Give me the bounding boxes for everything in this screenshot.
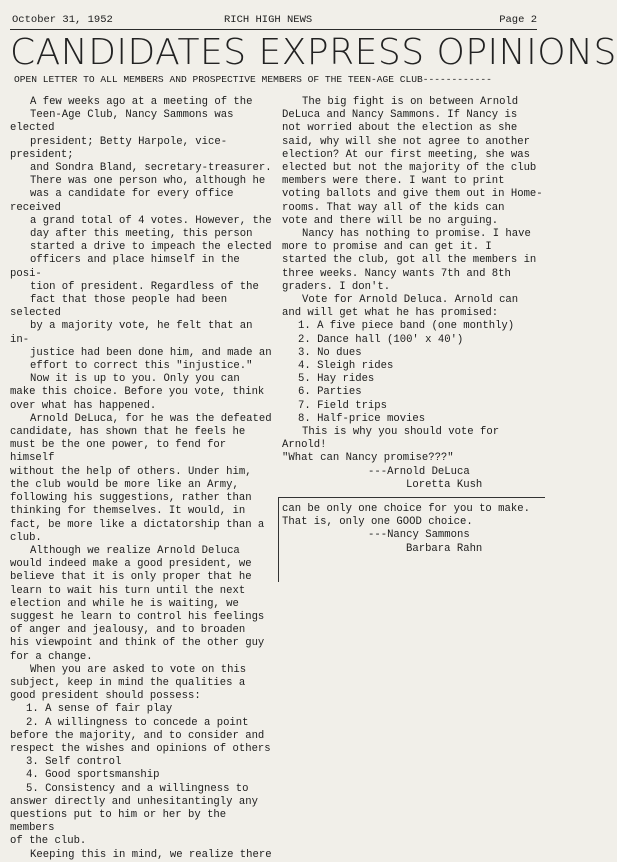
list-item: 6. Parties	[298, 386, 362, 399]
signature-line: ---Arnold DeLuca	[368, 465, 470, 478]
text-line: would indeed make a good president, we	[10, 558, 252, 571]
text-line: When you are asked to vote on this	[30, 663, 247, 676]
list-item: 4. Sleigh rides	[298, 360, 394, 373]
text-line: following his suggestions, rather than	[10, 492, 252, 505]
text-line: There was one person who, although he	[30, 175, 266, 188]
text-line: three weeks. Nancy wants 7th and 8th	[282, 267, 511, 280]
text-line: Vote for Arnold Deluca. Arnold can	[302, 294, 519, 307]
text-line: started the club, got all the members in	[282, 254, 537, 267]
text-line: vote and there will be no arguing.	[282, 214, 499, 227]
paragraph	[10, 413, 272, 545]
list-item: 1. A sense of fair play	[26, 703, 173, 716]
text-line: Although we realize Arnold Deluca	[30, 544, 240, 557]
headline: CANDIDATES EXPRESS OPINIONS	[10, 32, 617, 73]
text-line: questions put to him or her by the members	[10, 808, 227, 835]
promises-list	[282, 320, 544, 426]
text-line: suggest he learn to control his feelings	[10, 610, 265, 623]
text-line: Teen-Age Club, Nancy Sammons was elected	[10, 109, 234, 135]
text-line: learn to wait his turn until the next	[10, 584, 246, 597]
header-rule	[10, 29, 537, 30]
list-item: 5. Hay rides	[298, 373, 375, 386]
text-line: tion of president. Regardless of the	[30, 280, 259, 293]
paragraph	[282, 294, 544, 320]
text-line: must be the one power, to fend for himself	[10, 439, 227, 465]
text-line: A few weeks ago at a meeting of the	[30, 96, 253, 108]
text-line: a grand total of 4 votes. However, the	[30, 214, 272, 227]
text-line: Now it is up to you. Only you can	[30, 373, 240, 386]
list-item: 3. No dues	[298, 346, 362, 359]
list-item: 3. Self control	[26, 756, 122, 769]
text-line: of the club.	[10, 835, 87, 848]
text-line: election and while he is waiting, we	[10, 597, 239, 610]
text-line: Keeping this in mind, we realize there	[30, 848, 272, 861]
paragraph	[282, 96, 544, 228]
text-line: without the help of others. Under him,	[10, 465, 252, 478]
text-line: club.	[10, 531, 42, 544]
text-line: fact that those people had been selected	[10, 294, 228, 320]
list-item: 5. Consistency and a willingness to	[26, 782, 249, 795]
list-item: 1. A five piece band (one monthly)	[298, 320, 515, 333]
page-number: Page 2	[499, 14, 537, 26]
text-line: The big fight is on between Arnold	[302, 96, 519, 108]
text-line: started a drive to impeach the elected	[30, 241, 272, 254]
subhead: OPEN LETTER TO ALL MEMBERS AND PROSPECTIVE MEMBERS OF THE TEEN-AGE CLUB------------	[14, 74, 492, 85]
text-line: believe that it is only proper that he	[10, 571, 252, 584]
list-item: 2. A willingness to concede a point	[26, 716, 249, 729]
list-item: 2. Dance hall (100' x 40')	[298, 333, 464, 346]
left-column	[10, 96, 272, 862]
text-line: thinking for themselves. It would, in	[10, 505, 246, 518]
text-line: justice had been done him, and made an	[30, 346, 272, 359]
text-line: members were there. I want to print	[282, 175, 505, 188]
paragraph	[10, 373, 272, 413]
text-line: respect the wishes and opinions of others	[10, 742, 271, 755]
text-line: the club would be more like an Army,	[10, 478, 239, 491]
text-line: over what has happened.	[10, 399, 157, 412]
text-line: not worried about the election as she	[282, 122, 518, 135]
text-line: This is why you should vote for Arnold!	[282, 426, 500, 452]
text-line: effort to correct this "injustice."	[30, 360, 253, 373]
text-line: make this choice. Before you vote, think	[10, 386, 265, 399]
text-line: and Sondra Bland, secretary-treasurer.	[30, 162, 272, 175]
text-line: of anger and jealousy, and to broaden	[10, 624, 246, 637]
continuation-text	[282, 503, 544, 556]
text-line: election? At our first meeting, she was	[282, 148, 530, 161]
text-line: DeLuca and Nancy Sammons. If Nancy is	[282, 109, 518, 122]
text-line: by a majority vote, he felt that an in-	[10, 320, 253, 346]
text-line: That is, only one GOOD choice.	[282, 516, 473, 529]
signature-line: ---Nancy Sammons	[368, 529, 470, 542]
paragraph	[282, 228, 544, 294]
paragraph	[282, 426, 544, 466]
text-line: subject, keep in mind the qualities a	[10, 676, 246, 689]
text-line: candidate, has shown that he feels he	[10, 426, 246, 439]
list-item: 7. Field trips	[298, 399, 388, 412]
text-line: and will get what he has promised:	[282, 307, 499, 320]
list-item: 8. Half-price movies	[298, 412, 426, 425]
text-line: rooms. That way all of the kids can	[282, 201, 505, 214]
text-line: graders. I don't.	[282, 280, 391, 293]
text-line: voting ballots and give them out in Home-	[282, 188, 543, 201]
paragraph	[10, 664, 272, 704]
text-line: before the majority, and to consider and	[10, 729, 265, 742]
text-line: president; Betty Harpole, vice-president;	[10, 135, 228, 161]
text-line: for a change.	[10, 650, 93, 663]
paragraph	[10, 96, 272, 373]
text-line: was a candidate for every office received	[10, 188, 234, 214]
text-line: officers and place himself in the posi-	[10, 254, 240, 280]
text-line: said, why will she not agree to another	[282, 135, 530, 148]
text-line: elected but not the majority of the club	[282, 162, 537, 175]
text-line: "What can Nancy promise???"	[282, 452, 454, 465]
text-line: fact, be more like a dictatorship than a	[10, 518, 265, 531]
signature-line: Loretta Kush	[406, 478, 483, 491]
newspaper-name: RICH HIGH NEWS	[224, 14, 313, 26]
issue-date: October 31, 1952	[12, 14, 113, 26]
page-header	[12, 14, 537, 28]
signature-line: Barbara Rahn	[406, 542, 483, 555]
text-line: can be only one choice for you to make.	[282, 503, 530, 515]
text-line: Nancy has nothing to promise. I have	[302, 228, 531, 241]
right-column	[282, 96, 544, 492]
text-line: more to promise and can get it. I	[282, 241, 492, 254]
qualities-list	[10, 703, 272, 848]
text-line: Arnold DeLuca, for he was the defeated	[30, 412, 272, 425]
paragraph	[10, 545, 272, 664]
text-line: his viewpoint and think of the other guy	[10, 637, 265, 650]
text-line: day after this meeting, this person	[30, 228, 253, 241]
text-line: good president should possess:	[10, 690, 201, 703]
text-line: answer directly and unhesitantingly any	[10, 795, 258, 808]
list-item: 4. Good sportsmanship	[26, 769, 160, 782]
